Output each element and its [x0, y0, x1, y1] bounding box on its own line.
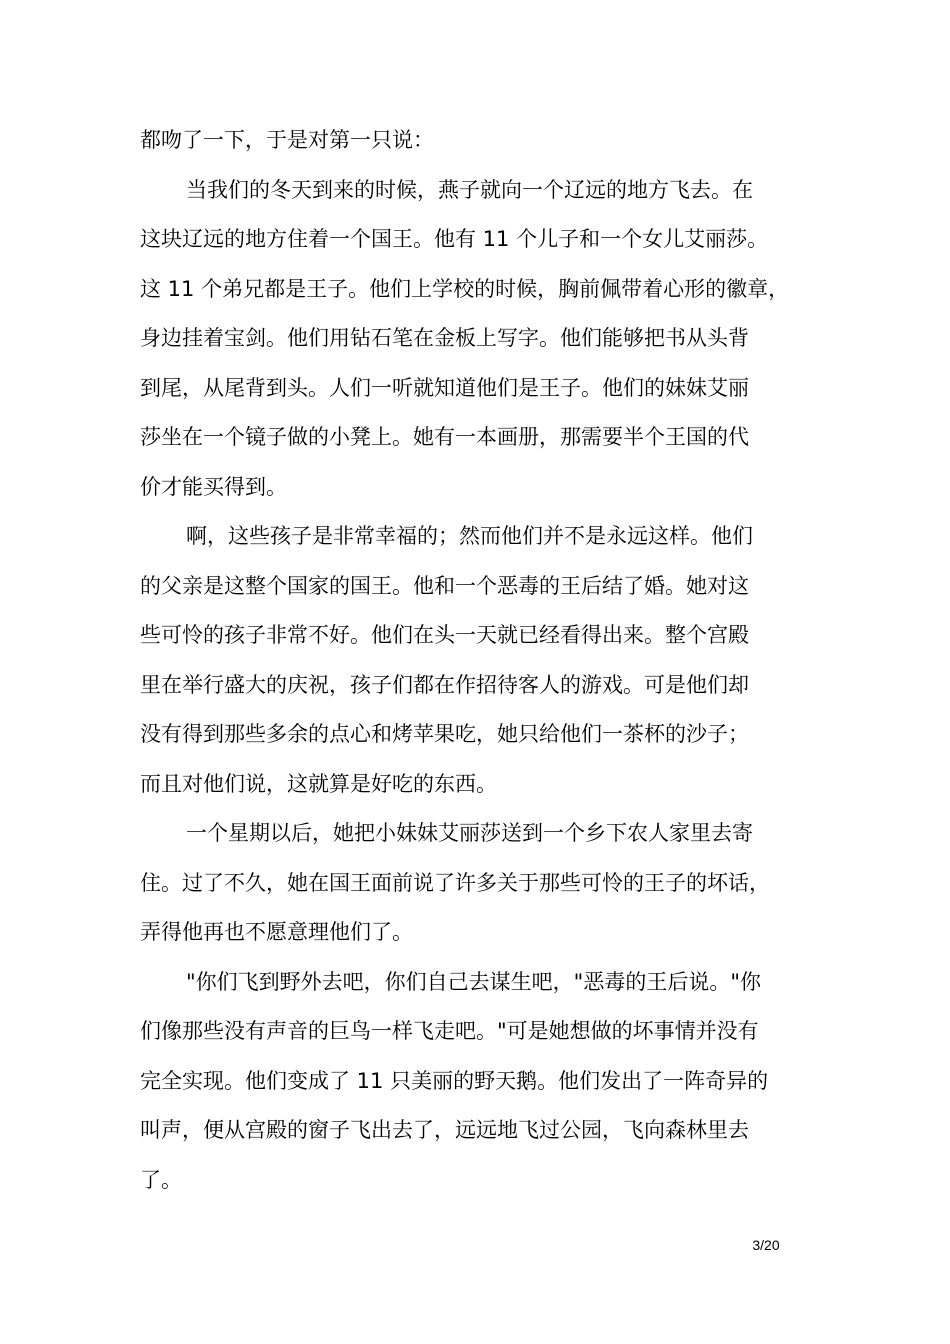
text-line: 啊，这些孩子是非常幸福的；然而他们并不是永远这样。他们 — [186, 524, 753, 548]
page-number: 3/20 — [752, 1237, 780, 1253]
text-line: 没有得到那些多余的点心和烤苹果吃，她只给他们一茶杯的沙子； — [140, 722, 749, 746]
text-line: 住。过了不久，她在国王面前说了许多关于那些可怜的王子的坏话， — [140, 870, 770, 895]
text-line: 里在举行盛大的庆祝，孩子们都在作招待客人的游戏。可是他们却 — [140, 672, 749, 697]
text-line: 莎坐在一个镜子做的小凳上。她有一本画册，那需要半个王国的代 — [140, 425, 749, 449]
text-line: 都吻了一下，于是对第一只说： — [140, 128, 434, 152]
text-line: 身边挂着宝剑。他们用钻石笔在金板上写字。他们能够把书从头背 — [140, 326, 749, 350]
text-line: 而且对他们说，这就算是好吃的东西。 — [140, 771, 497, 796]
text-line: 当我们的冬天到来的时候，燕子就向一个辽远的地方飞去。在 — [186, 177, 753, 202]
text-line: 们像那些没有声音的巨鸟一样飞走吧。"可是她想做的坏事情并没有 — [140, 1019, 759, 1043]
text-line: 叫声，便从宫殿的窗子飞出去了，远远地飞过公园，飞向森林里去 — [140, 1118, 749, 1142]
text-line: 这 11 个弟兄都是王子。他们上学校的时候，胸前佩带着心形的徽章， — [140, 276, 790, 301]
text-line: 价才能买得到。 — [140, 474, 287, 499]
text-line: 的父亲是这整个国家的国王。他和一个恶毒的王后结了婚。她对这 — [140, 573, 749, 598]
text-line: "你们飞到野外去吧，你们自己去谋生吧，"恶毒的王后说。"你 — [186, 969, 761, 994]
text-line: 这块辽远的地方住着一个国王。他有 11 个儿子和一个女儿艾丽莎。 — [140, 227, 769, 251]
text-line: 到尾，从尾背到头。人们一听就知道他们是王子。他们的妹妹艾丽 — [140, 375, 749, 400]
text-line: 弄得他再也不愿意理他们了。 — [140, 920, 413, 944]
text-line: 完全实现。他们变成了 11 只美丽的野天鹅。他们发出了一阵奇异的 — [140, 1068, 769, 1093]
text-line: 一个星期以后，她把小妹妹艾丽莎送到一个乡下农人家里去寄 — [186, 821, 753, 845]
text-line: 些可怜的孩子非常不好。他们在头一天就已经看得出来。整个宫殿 — [140, 623, 749, 647]
text-line: 了。 — [140, 1167, 182, 1192]
body-text — [140, 116, 810, 1205]
